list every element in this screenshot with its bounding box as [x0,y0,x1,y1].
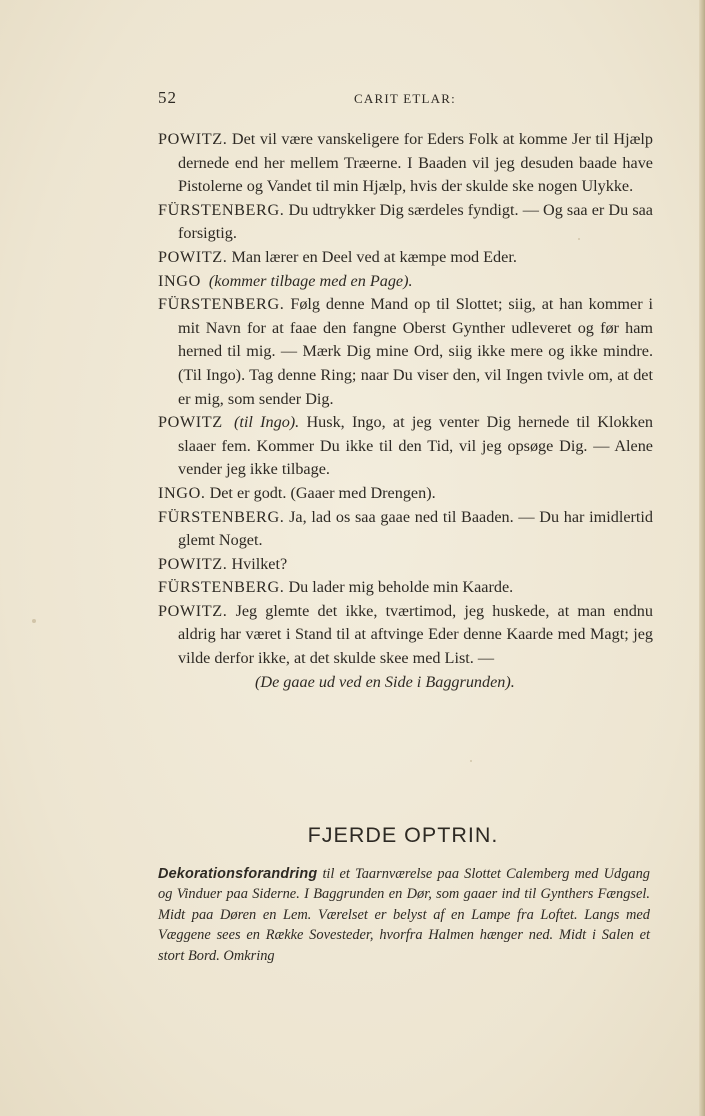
speaker-name: INGO. [158,483,206,502]
speech-text: Ja, lad os saa gaae ned til Baaden. — Du har imidlertid glemt Noget. [178,507,654,550]
speaker-name: FÜRSTENBERG. [158,200,285,219]
speech-text: Det er godt. (Gaaer med Drengen). [209,483,436,502]
speech-text: Man lærer en Deel ved at kæmpe mod Eder. [231,247,517,266]
stage-direction-inline: (kommer tilbage med en Page). [208,271,413,290]
speech-text: Det vil være vanskeligere for Eders Folk at komme Jer til Hjælp dernede end her mellem Træerne. I Baaden vil jeg desuden baade have Pistolerne og Vandet til min Hjælp, hvis der skulde ske nogen Ulykke. [178,130,654,196]
paper-foxing-spot [32,619,36,623]
speech [158,411,653,482]
speech [158,128,653,199]
speech [158,246,653,270]
speaker-name: INGO [158,271,201,290]
speech-text: Jeg glemte det ikke, tværtimod, jeg huskede, at man endnu aldrig har været i Stand til at aftvinge Eder denne Kaarde med Magt; jeg vilde derfor ikke, at det skulde skee med List. — [178,601,653,668]
stage-direction-inline: (til Ingo). [234,413,300,432]
speaker-name: FÜRSTENBERG. [158,507,285,526]
speech-text: Du lader mig beholde min Kaarde. [288,578,514,597]
stage-direction-text: til et Taarnværelse paa Slottet Calemberg med Udgang og Vinduer paa Siderne. I Baggrunden en Dør, som gaaer ind til Gynthers Fængsel. Midt paa Døren en Lem. Værelset er belyst af en Lampe fra Loftet. Langs med Væggene sees en Række Sovesteder, hvorfra Halmen hænger ned. Midt i Salen et stort Bord. Omkring [158,866,650,964]
speech-text: Hvilket? [231,554,288,573]
speech [158,553,653,577]
speaker-name: POWITZ. [158,601,228,620]
speaker-name: FÜRSTENBERG. [158,578,285,597]
exit-stage-direction: (De gaae ud ved en Side i Baggrunden). [255,672,515,691]
page-header [158,88,648,110]
speaker-name: POWITZ. [158,130,228,148]
page-spine-edge [699,0,705,1116]
scene-stage-direction [158,864,650,966]
dialogue-block [158,128,653,694]
scene-title: FJERDE OPTRIN. [307,823,499,847]
speech [158,506,653,553]
speech-text: Følg denne Mand op til Slottet; siig, at han kommer i mit Navn for at faae den fangne Oberst Gynther udleveret og før ham herned til mig. — Mærk Dig mine Ord, siig ikke mere og ikke mindre. (Til Ingo). Tag denne Ring; naar Du viser den, vil Ingen tvivle om, at det er mig, som sender Dig. [178,295,654,408]
page-number: 52 [158,88,177,107]
speech [158,600,653,671]
speech [158,482,653,506]
speaker-name: POWITZ [158,413,223,432]
paper-foxing-spot [578,238,580,240]
running-head: CARIT ETLAR: [354,91,456,106]
stage-direction-lead: Dekorationsforandring [158,866,318,882]
speech [158,293,653,411]
speech [158,270,653,294]
speech-text: Du udtrykker Dig særdeles fyndigt. — Og saa er Du saa forsigtig. [178,200,653,243]
speech-text: Husk, Ingo, at jeg venter Dig hernede til Klokken slaaer fem. Kommer Du ikke til den Tid, vil jeg opsøge Dig. — Alene vender jeg ikke tilbage. [178,413,654,479]
speaker-name: POWITZ. [158,554,228,573]
speaker-name: FÜRSTENBERG. [158,295,285,314]
speaker-name: POWITZ. [158,247,228,266]
speech [158,576,653,600]
paper-foxing-spot [470,760,472,762]
